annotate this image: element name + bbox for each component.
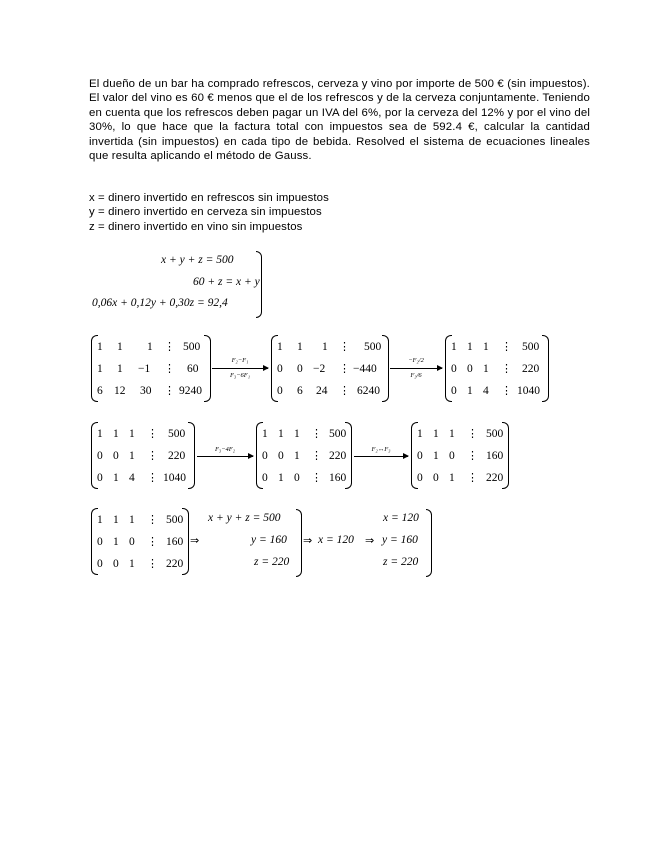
math-text: 0: [449, 450, 455, 462]
math-text: 1: [294, 428, 300, 440]
arrow-3: [197, 456, 253, 457]
op-label: F₂↔F₃: [371, 446, 391, 453]
math-text: x + y + z = 500: [208, 512, 281, 524]
math-text: 500: [166, 514, 184, 526]
math-text: 1: [417, 428, 423, 440]
problem-statement: El dueño de un bar ha comprado refrescos, cerveza y vino por importe de 500 € (sin impuestos). El valor del vino es 60 € menos que el de los refrescos y de la cerveza conjuntamente. Teniendo en cuenta que los refrescos deben pagar un IVA del 6%, por la cerveza del 12% y por el vino del 30%, lo que hace que la factura total con impuestos sea de 592.4 €, calcular la cantidad invertida (sin impuestos) en cada tipo de bebida. Resolved el sistema de ecuaciones lineales que resulta aplicando el método de Gauss.: [89, 78, 590, 163]
augment-separator: ⋮: [164, 363, 175, 375]
m1-cell: 60: [187, 363, 199, 375]
math-text: 0: [113, 450, 119, 462]
math-text: 220: [522, 363, 540, 375]
math-text: 1: [113, 514, 119, 526]
equation-2: 60 + z = x + y: [193, 276, 260, 288]
op-label: F₂−F₁: [231, 357, 249, 364]
math-text: 1: [433, 428, 439, 440]
math-text: −2: [313, 363, 326, 375]
math-text: z = 220: [254, 556, 290, 568]
equation-3: 0,06x + 0,12y + 0,30z = 92,4: [92, 297, 228, 309]
math-text: x = 120: [383, 512, 419, 524]
m1-cell: 9240: [179, 385, 202, 397]
math-text: 160: [329, 472, 347, 484]
math-text: 1: [483, 341, 489, 353]
math-text: 1: [113, 536, 119, 548]
augment-separator: ⋮: [147, 536, 158, 548]
math-text: 1: [294, 450, 300, 462]
matrix-3: [445, 335, 549, 402]
implies-symbol: ⇒: [365, 534, 375, 547]
matrix-7: [91, 508, 189, 575]
augment-separator: ⋮: [311, 450, 322, 462]
math-text: 1: [97, 514, 103, 526]
math-text: 6240: [357, 385, 380, 397]
math-text: 1040: [163, 472, 186, 484]
m1-cell: 1: [97, 341, 103, 353]
augment-separator: ⋮: [147, 428, 158, 440]
math-text: 0: [97, 472, 103, 484]
math-text: 0: [277, 363, 283, 375]
op-label: −F₂/2: [408, 357, 424, 364]
m1-cell: 1: [147, 341, 153, 353]
augment-separator: ⋮: [147, 450, 158, 462]
op-label: F₃−4F₂: [214, 446, 236, 453]
math-text: z = 220: [383, 556, 419, 568]
math-text: 500: [329, 428, 347, 440]
math-text: 0: [262, 450, 268, 462]
math-text: 220: [168, 450, 186, 462]
augment-separator: ⋮: [467, 472, 478, 484]
math-text: 500: [364, 341, 382, 353]
matrix-5: [256, 422, 352, 489]
math-text: 0: [97, 558, 103, 570]
bracket: [296, 509, 302, 577]
bracket: [188, 422, 195, 489]
math-text: 6: [297, 385, 303, 397]
augment-separator: ⋮: [339, 385, 350, 397]
augment-separator: ⋮: [467, 428, 478, 440]
math-text: 1: [97, 428, 103, 440]
augment-separator: ⋮: [164, 341, 175, 353]
math-text: 1: [277, 341, 283, 353]
arrow-4: [354, 456, 408, 457]
math-text: 160: [166, 536, 184, 548]
math-text: 1: [451, 341, 457, 353]
variable-y: y = dinero invertido en cerveza sin impuestos: [89, 206, 322, 219]
m1-cell: 1: [97, 363, 103, 375]
math-text: 1040: [517, 385, 540, 397]
m1-cell: 12: [114, 385, 126, 397]
augment-separator: ⋮: [501, 341, 512, 353]
math-text: 0: [97, 536, 103, 548]
math-text: −440: [353, 363, 377, 375]
math-text: 220: [486, 472, 504, 484]
matrix-6: [411, 422, 509, 489]
math-text: 0: [433, 472, 439, 484]
m1-cell: 6: [97, 385, 103, 397]
bracket: [204, 335, 211, 402]
variable-z: z = dinero invertido en vino sin impuestos: [89, 220, 303, 233]
math-text: 4: [129, 472, 135, 484]
augment-separator: ⋮: [501, 385, 512, 397]
math-text: 1: [129, 450, 135, 462]
math-text: 1: [113, 472, 119, 484]
math-text: 1: [129, 558, 135, 570]
math-text: 4: [483, 385, 489, 397]
math-text: 1: [322, 341, 328, 353]
system-brace: [256, 251, 262, 318]
math-text: 0: [278, 450, 284, 462]
math-text: 0: [451, 363, 457, 375]
m1-cell: 1: [117, 341, 123, 353]
m1-cell: 1: [117, 363, 123, 375]
math-text: 0: [417, 450, 423, 462]
equation-1: x + y + z = 500: [161, 254, 234, 266]
implies-symbol: ⇒: [303, 534, 313, 547]
m1-cell: 30: [140, 385, 152, 397]
math-text: 160: [486, 450, 504, 462]
bracket: [426, 509, 432, 577]
matrix-2: [271, 335, 389, 402]
matrix-4: [91, 422, 195, 489]
math-text: 220: [329, 450, 347, 462]
math-text: 0: [417, 472, 423, 484]
matrix-1: [91, 335, 211, 402]
math-text: 1: [483, 363, 489, 375]
math-text: 24: [316, 385, 328, 397]
math-text: 1: [262, 428, 268, 440]
math-text: 0: [277, 385, 283, 397]
math-text: 1: [129, 514, 135, 526]
math-text: 1: [433, 450, 439, 462]
x-value: x = 120: [318, 534, 354, 546]
math-text: y = 160: [382, 534, 418, 546]
math-text: 0: [129, 536, 135, 548]
math-text: 220: [166, 558, 184, 570]
math-text: 500: [168, 428, 186, 440]
math-text: 0: [467, 363, 473, 375]
math-text: 1: [467, 341, 473, 353]
math-text: 0: [113, 558, 119, 570]
math-text: 0: [451, 385, 457, 397]
augment-separator: ⋮: [311, 428, 322, 440]
math-text: 1: [449, 428, 455, 440]
augment-separator: ⋮: [501, 363, 512, 375]
augment-separator: ⋮: [311, 472, 322, 484]
variable-x: x = dinero invertido en refrescos sin impuestos: [89, 192, 329, 204]
math-text: 1: [467, 385, 473, 397]
op-label: F₃/6: [410, 372, 422, 379]
math-text: 500: [486, 428, 504, 440]
arrow-1: [212, 368, 268, 369]
math-text: 0: [97, 450, 103, 462]
math-text: 1: [449, 472, 455, 484]
augment-separator: ⋮: [147, 472, 158, 484]
augment-separator: ⋮: [467, 450, 478, 462]
math-text: 1: [278, 428, 284, 440]
implies-symbol: ⇒: [190, 534, 200, 547]
math-text: 1: [113, 428, 119, 440]
bracket: [382, 335, 389, 402]
math-text: 0: [262, 472, 268, 484]
augment-separator: ⋮: [147, 558, 158, 570]
math-text: 1: [278, 472, 284, 484]
arrow-2: [390, 368, 442, 369]
variable-definitions: [89, 191, 329, 234]
math-text: 0: [294, 472, 300, 484]
op-label: F₃−6F₁: [229, 372, 251, 379]
math-text: 1: [129, 428, 135, 440]
augment-separator: ⋮: [164, 385, 175, 397]
math-text: 1: [297, 341, 303, 353]
m1-cell: 500: [183, 341, 201, 353]
math-text: 0: [297, 363, 303, 375]
bracket: [542, 335, 549, 402]
math-text: y = 160: [251, 534, 287, 546]
augment-separator: ⋮: [339, 341, 350, 353]
m1-cell: −1: [138, 363, 151, 375]
augment-separator: ⋮: [147, 514, 158, 526]
augment-separator: ⋮: [339, 363, 350, 375]
math-text: 500: [522, 341, 540, 353]
